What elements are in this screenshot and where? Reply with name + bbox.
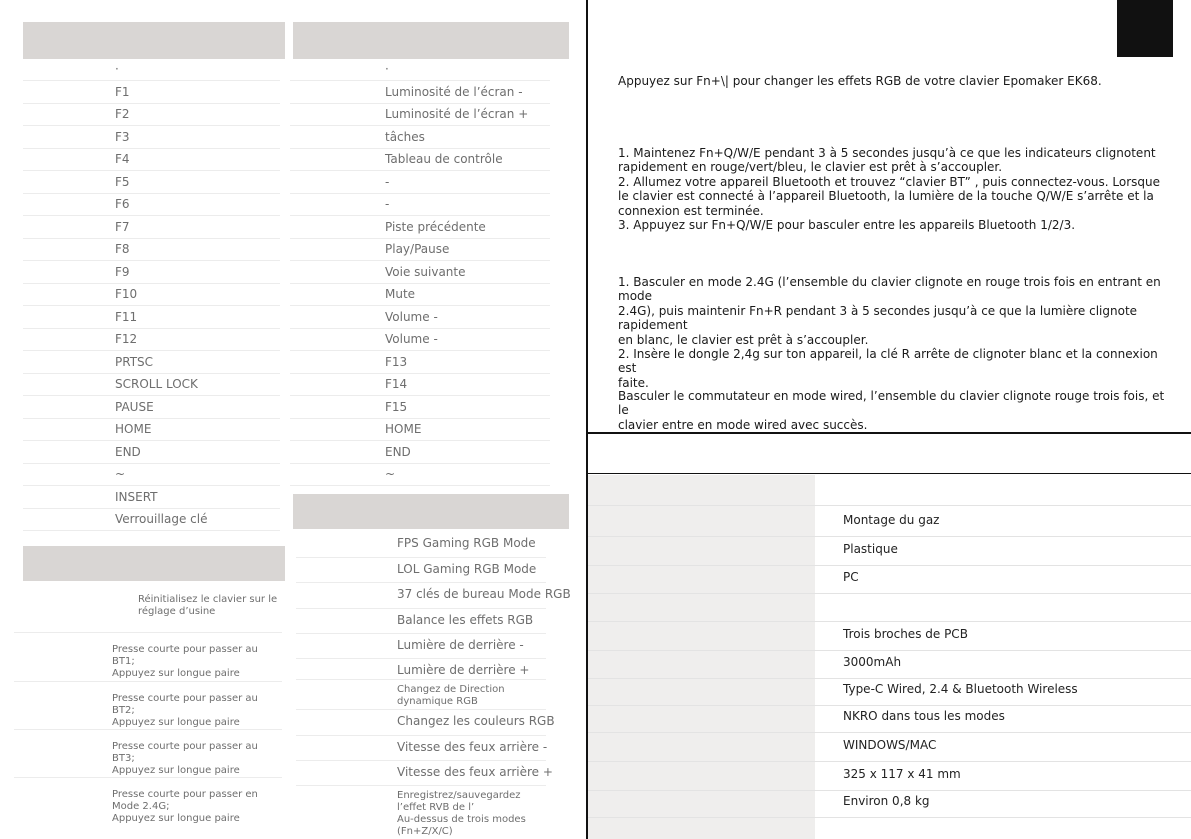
rgb-cell: Changez les couleurs RGB [397, 714, 555, 728]
key-cell: F9 [115, 264, 130, 279]
spec-value: NKRO dans tous les modes [843, 709, 1005, 723]
rgb-cell: Enregistrez/sauvegardez l’effet RVB de l’ Au-dessus de trois modes (Fn+Z/X/C) [397, 790, 526, 837]
row-line [23, 260, 280, 261]
row-line [290, 193, 550, 194]
row-line [23, 283, 280, 284]
row-line [23, 305, 280, 306]
row-line [23, 530, 280, 531]
bluetooth-instructions: 1. Maintenez Fn+Q/W/E pendant 3 à 5 secondes jusqu’à ce que les indicateurs clignotent rapidement en rouge/vert/bleu, le clavier est prêt à s’accoupler. 2. Allumez votre appareil Bluetooth et trouvez “clavier BT” , puis connectez-vous. Lorsque le clavier est connecté à l’appareil Bluetooth, la lumière de la touche Q/W/E s’arrête et la connexion est terminée. 3. Appuyez sur Fn+Q/W/E pour basculer entre les appareils Bluetooth 1/2/3. [618, 146, 1161, 233]
rgb-cell: FPS Gaming RGB Mode [397, 536, 536, 550]
spec-value: Trois broches de PCB [843, 627, 968, 641]
function-cell: Volume - [385, 332, 438, 346]
spec-row-line [588, 621, 1191, 622]
rgb-cell: Balance les effets RGB [397, 613, 534, 627]
spec-value: 325 x 117 x 41 mm [843, 767, 961, 781]
row-line [296, 679, 546, 680]
row-line [290, 440, 550, 441]
section-divider [588, 432, 1191, 434]
row-line [290, 80, 550, 81]
rgb-cell: Lumière de derrière + [397, 663, 530, 677]
function-cell: Volume - [385, 309, 438, 324]
row-line [290, 283, 550, 284]
row-line [290, 148, 550, 149]
function-cell: F13 [385, 354, 408, 369]
spec-row-line [588, 593, 1191, 594]
row-line [23, 395, 280, 396]
row-line [296, 658, 546, 659]
spec-row-line [588, 505, 1191, 506]
spec-row-line [588, 536, 1191, 537]
spec-value: Type-C Wired, 2.4 & Bluetooth Wireless [843, 682, 1078, 696]
row-line [23, 373, 280, 374]
row-line [296, 582, 546, 583]
bt-cell: Presse courte pour passer au BT2; Appuyez sur longue paire [112, 693, 258, 728]
row-line [14, 632, 282, 633]
bt-cell: Presse courte pour passer au BT1; Appuyez sur longue paire [112, 644, 258, 679]
spec-row-line [588, 761, 1191, 762]
spec-value: Environ 0,8 kg [843, 794, 930, 808]
row-line [290, 103, 550, 104]
rgb-cell: Changez de Direction dynamique RGB [397, 684, 505, 707]
row-line [290, 170, 550, 171]
row-line [296, 608, 546, 609]
key-cell: END [115, 444, 141, 459]
bt-table-header [23, 546, 285, 581]
function-cell: - [385, 197, 390, 211]
spec-row-line [588, 678, 1191, 679]
row-line [23, 80, 280, 81]
row-line [23, 148, 280, 149]
row-line [296, 735, 546, 736]
key-cell: ~ [115, 467, 126, 481]
row-line [290, 215, 550, 216]
key-cell: F6 [115, 197, 130, 211]
function-cell: HOME [385, 422, 422, 436]
spec-row-line [588, 565, 1191, 566]
key-table-header-left [23, 22, 285, 59]
spec-row-line [588, 790, 1191, 791]
function-cell: Luminosité de l’écran + [385, 107, 529, 121]
key-cell: F7 [115, 219, 130, 234]
key-cell: F11 [115, 309, 138, 324]
spec-row-line [588, 705, 1191, 706]
key-cell: INSERT [115, 489, 158, 504]
key-cell: F12 [115, 332, 138, 346]
key-cell: F10 [115, 287, 138, 301]
row-line [23, 215, 280, 216]
spec-value: Plastique [843, 542, 898, 556]
row-line [296, 785, 546, 786]
bt-cell: Réinitialisez le clavier sur le réglage d’usine [138, 594, 278, 617]
specs-label-column [588, 475, 815, 839]
function-cell: Play/Pause [385, 242, 450, 256]
row-line [290, 238, 550, 239]
row-line [23, 328, 280, 329]
spec-row-line [588, 732, 1191, 733]
row-line [14, 681, 282, 682]
function-cell: Tableau de contrôle [385, 152, 503, 166]
row-line [23, 193, 280, 194]
key-cell: Verrouillage clé [115, 512, 208, 526]
row-line [296, 557, 546, 558]
row-line [290, 418, 550, 419]
rgb-cell: Lumière de derrière - [397, 638, 524, 652]
function-cell: END [385, 444, 411, 459]
spec-row-line [588, 650, 1191, 651]
row-line [23, 125, 280, 126]
bt-cell: Presse courte pour passer en Mode 2.4G; Appuyez sur longue paire [112, 789, 258, 824]
row-line [290, 485, 550, 486]
function-cell: · [385, 62, 389, 76]
rgb-cell: 37 clés de bureau Mode RGB [397, 587, 571, 601]
spec-value: Montage du gaz [843, 513, 940, 527]
rgb-instruction: Appuyez sur Fn+\| pour changer les effets RGB de votre clavier Epomaker EK68. [618, 74, 1102, 88]
spec-value: 3000mAh [843, 655, 902, 669]
row-line [290, 125, 550, 126]
key-cell: PAUSE [115, 399, 154, 414]
spec-value: WINDOWS/MAC [843, 738, 937, 752]
function-cell: Luminosité de l’écran - [385, 84, 523, 99]
rgb-table-header [293, 494, 569, 529]
row-line [23, 170, 280, 171]
specs-top-divider [588, 473, 1191, 474]
row-line [290, 395, 550, 396]
rgb-cell: LOL Gaming RGB Mode [397, 562, 537, 576]
row-line [23, 103, 280, 104]
row-line [290, 373, 550, 374]
key-cell: SCROLL LOCK [115, 377, 198, 391]
function-cell: F15 [385, 399, 408, 414]
function-cell: Piste précédente [385, 219, 486, 234]
row-line [290, 305, 550, 306]
key-cell: · [115, 62, 119, 76]
rgb-cell: Vitesse des feux arrière + [397, 765, 553, 779]
row-line [23, 463, 280, 464]
function-cell: F14 [385, 377, 408, 391]
function-cell: tâches [385, 129, 425, 144]
key-cell: F3 [115, 129, 130, 144]
row-line [23, 485, 280, 486]
row-line [23, 440, 280, 441]
row-line [23, 238, 280, 239]
row-line [290, 260, 550, 261]
spec-row-line [588, 817, 1191, 818]
rgb-cell: Vitesse des feux arrière - [397, 740, 548, 754]
row-line [23, 350, 280, 351]
key-cell: F8 [115, 242, 130, 256]
key-table-header-right [293, 22, 569, 59]
key-cell: HOME [115, 422, 152, 436]
row-line [23, 418, 280, 419]
wireless-24g-instructions: 1. Basculer en mode 2.4G (l’ensemble du clavier clignote en rouge trois fois en entrant en mode 2.4G), puis maintenir Fn+R pendant 3 à 5 secondes jusqu’à ce que la lumière clignote rapidement en blanc, le clavier est prêt à s’accoupler. 2. Insère le dongle 2,4g sur ton appareil, la clé R arrête de clignoter blanc et la connexion est faite. [618, 275, 1161, 390]
spec-value: PC [843, 570, 859, 584]
key-cell: F1 [115, 84, 130, 99]
wired-instructions: Basculer le commutateur en mode wired, l’ensemble du clavier clignote rouge trois fois, et le clavier entre en mode wired avec succès. [618, 389, 1165, 432]
row-line [290, 350, 550, 351]
key-cell: F4 [115, 152, 130, 166]
bt-cell: Presse courte pour passer au BT3; Appuyez sur longue paire [112, 741, 258, 776]
key-cell: F2 [115, 107, 130, 121]
function-cell: Voie suivante [385, 264, 466, 279]
function-cell: - [385, 174, 390, 189]
function-cell: ~ [385, 467, 396, 481]
row-line [290, 463, 550, 464]
row-line [23, 508, 280, 509]
key-cell: F5 [115, 174, 130, 189]
row-line [14, 729, 282, 730]
row-line [296, 709, 546, 710]
black-block [1117, 0, 1173, 57]
row-line [14, 777, 282, 778]
row-line [296, 633, 546, 634]
row-line [296, 760, 546, 761]
row-line [290, 328, 550, 329]
key-cell: PRTSC [115, 354, 154, 369]
function-cell: Mute [385, 287, 416, 301]
